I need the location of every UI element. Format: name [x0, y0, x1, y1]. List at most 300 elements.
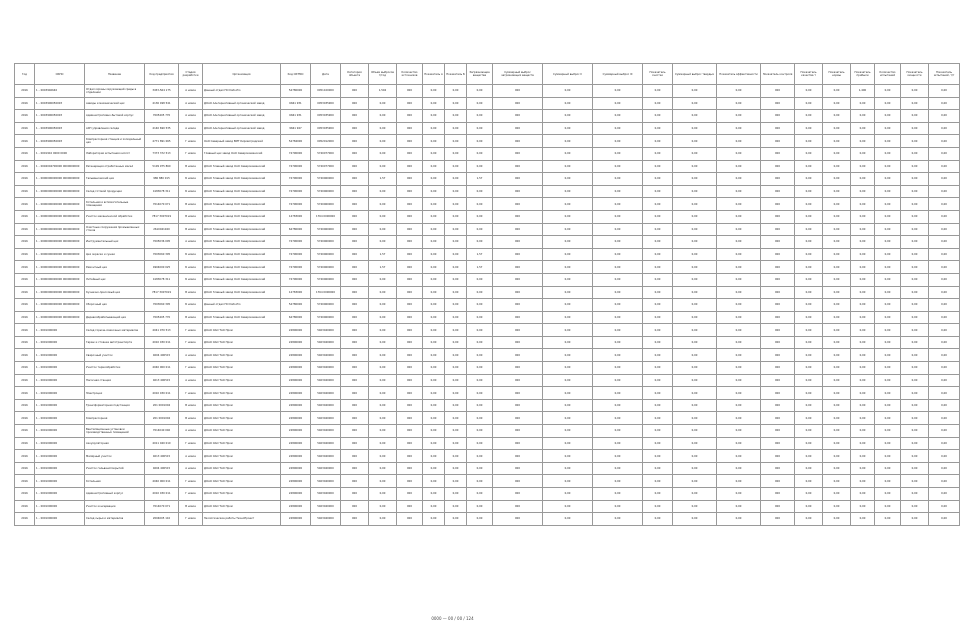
- table-cell: 5740060000: [311, 261, 341, 274]
- table-cell: 000: [761, 122, 795, 135]
- table-cell: 0,00: [445, 387, 467, 400]
- table-cell: 980 880 015: [145, 173, 179, 186]
- table-cell: 0,00: [593, 210, 643, 223]
- table-cell: 0051100000: [311, 85, 341, 98]
- table-cell: 000: [493, 336, 543, 349]
- table-cell: Кузнечно-прессовый цех: [85, 286, 145, 299]
- table-cell: 0,00: [717, 299, 761, 312]
- table-row: [15, 475, 960, 488]
- table-cell: 000: [493, 110, 543, 123]
- table-cell: 0,00: [673, 223, 717, 236]
- table-cell: 0,00: [423, 437, 445, 450]
- table-cell: 0,00: [901, 412, 929, 425]
- table-cell: 2016: [15, 450, 35, 463]
- table-cell: 6661 931: [281, 110, 311, 123]
- table-cell: 0,00: [795, 462, 823, 475]
- column-header: Суммарный выброс загрязняющих веществ: [493, 64, 543, 85]
- table-cell: Отдел охраны окружающей среды в отделении: [85, 85, 145, 98]
- table-cell: 4904000 025: [145, 261, 179, 274]
- table-cell: 0,00: [875, 122, 901, 135]
- table-cell: 4183078 311: [145, 273, 179, 286]
- table-cell: 000: [493, 349, 543, 362]
- table-cell: 5403040000: [311, 513, 341, 526]
- table-cell: 0,00: [369, 122, 397, 135]
- table-cell: 5403040000: [311, 425, 341, 438]
- table-cell: 0,00: [543, 462, 593, 475]
- table-cell: 0,00: [593, 110, 643, 123]
- table-cell: 74790000: [281, 198, 311, 211]
- table-cell: 1,57: [369, 261, 397, 274]
- emissions-table: [14, 63, 960, 526]
- table-cell: 0,00: [875, 185, 901, 198]
- table-cell: 0,00: [643, 273, 673, 286]
- table-cell: 64780000: [281, 311, 311, 324]
- table-cell: 1764 0000000: [311, 210, 341, 223]
- table-cell: 0,00: [369, 425, 397, 438]
- column-header: Организация: [203, 64, 281, 85]
- table-cell: ДОАО ОАО ТАО Пром: [203, 387, 281, 400]
- table-cell: 1,57: [369, 173, 397, 186]
- table-cell: 2016: [15, 236, 35, 249]
- table-cell: 0,00: [369, 97, 397, 110]
- table-cell: 0,00: [593, 362, 643, 375]
- table-cell: 0,00: [543, 97, 593, 110]
- table-cell: 0,00: [445, 488, 467, 501]
- table-cell: 0,00: [467, 336, 493, 349]
- table-cell: Участок механической обработки: [85, 210, 145, 223]
- table-cell: 0,00: [643, 198, 673, 211]
- table-cell: 000: [493, 324, 543, 337]
- table-cell: Котельная и вспомогательные помещения: [85, 198, 145, 211]
- table-cell: 2016: [15, 324, 35, 337]
- table-cell: 4010 030 011: [145, 488, 179, 501]
- table-cell: 0,00: [823, 110, 851, 123]
- column-header: Показатель мощности: [901, 64, 929, 85]
- table-cell: 0,00: [369, 399, 397, 412]
- table-cell: 0,00: [445, 273, 467, 286]
- column-header: ОКПО: [35, 64, 85, 85]
- table-cell: 0,00: [643, 399, 673, 412]
- table-cell: 000: [397, 450, 423, 463]
- table-cell: 000: [761, 97, 795, 110]
- table-cell: 000: [397, 236, 423, 249]
- table-cell: 2016: [15, 160, 35, 173]
- table-cell: 0,00: [445, 349, 467, 362]
- table-cell: АХП управления склада: [85, 122, 145, 135]
- table-cell: 7005405 770: [145, 110, 179, 123]
- table-cell: 000: [341, 173, 369, 186]
- table-cell: 0,00: [851, 97, 875, 110]
- table-cell: ДОАО Главный завод ОАО Северокаменский: [203, 160, 281, 173]
- table-cell: 0,00: [717, 349, 761, 362]
- table-cell: 0,00: [717, 210, 761, 223]
- table-cell: 0,00: [593, 286, 643, 299]
- table-cell: 000: [341, 273, 369, 286]
- table-cell: ДОАО Главный завод ОАО Северокаменский: [203, 173, 281, 186]
- table-cell: 0,00: [543, 311, 593, 324]
- table-cell: 0,00: [673, 412, 717, 425]
- table-cell: 0,00: [875, 475, 901, 488]
- table-cell: 2016: [15, 488, 35, 501]
- table-cell: 0,00: [717, 399, 761, 412]
- table-cell: 0,00: [717, 261, 761, 274]
- table-cell: 1 – 0000000000000 0000000000: [35, 210, 85, 223]
- table-cell: 0,00: [851, 110, 875, 123]
- table-cell: 0,00: [593, 425, 643, 438]
- table-cell: 0,00: [543, 147, 593, 160]
- table-cell: 000: [761, 147, 795, 160]
- table-cell: 0,00: [643, 412, 673, 425]
- table-cell: 0,00: [423, 349, 445, 362]
- table-cell: 0,00: [795, 160, 823, 173]
- table-cell: 0,00: [717, 475, 761, 488]
- table-cell: 0,00: [423, 135, 445, 148]
- table-cell: 0,00: [875, 374, 901, 387]
- table-cell: 24800000: [281, 387, 311, 400]
- table-cell: 000: [493, 122, 543, 135]
- table-cell: 0,00: [673, 147, 717, 160]
- table-cell: 000: [341, 185, 369, 198]
- table-cell: 0,00: [875, 488, 901, 501]
- table-cell: 0,00: [643, 135, 673, 148]
- table-cell: ДОАО Главный завод ОАО Северокаменский: [203, 273, 281, 286]
- table-cell: 4013 400515: [145, 450, 179, 463]
- table-cell: 0,00: [543, 299, 593, 312]
- table-cell: 0,00: [593, 198, 643, 211]
- table-cell: 0,00: [795, 85, 823, 98]
- table-cell: 0,00: [929, 462, 960, 475]
- table-row: [15, 311, 960, 324]
- table-cell: 0,00: [643, 387, 673, 400]
- table-cell: 0,00: [445, 261, 467, 274]
- table-cell: В новое: [179, 412, 203, 425]
- table-cell: 0,00: [851, 374, 875, 387]
- table-cell: 0,00: [875, 160, 901, 173]
- table-cell: 000: [493, 261, 543, 274]
- table-cell: 0,00: [929, 248, 960, 261]
- table-cell: 1 – 0001000000: [35, 412, 85, 425]
- table-cell: 0,00: [643, 513, 673, 526]
- table-cell: 0,00: [901, 475, 929, 488]
- table-cell: 000: [761, 437, 795, 450]
- table-cell: 0,00: [543, 85, 593, 98]
- table-cell: 0,00: [673, 135, 717, 148]
- table-cell: ДОАО Главный завод ОАО Северокаменский: [203, 198, 281, 211]
- table-cell: 0,00: [875, 399, 901, 412]
- table-cell: 0,00: [543, 374, 593, 387]
- table-cell: 1 – 0000000000000 0000000000: [35, 286, 85, 299]
- table-cell: 0,00: [673, 500, 717, 513]
- table-cell: 0,00: [823, 500, 851, 513]
- table-cell: 0,00: [423, 462, 445, 475]
- table-cell: 5109 975 860: [145, 160, 179, 173]
- table-cell: 000: [341, 437, 369, 450]
- table-cell: 000: [341, 223, 369, 236]
- table-cell: 000: [761, 425, 795, 438]
- column-header: Показатель А: [423, 64, 445, 85]
- table-cell: 0,00: [929, 210, 960, 223]
- table-cell: 0,00: [851, 248, 875, 261]
- table-cell: 0,00: [929, 273, 960, 286]
- table-cell: 7005036 005: [145, 236, 179, 249]
- table-cell: 0,00: [467, 210, 493, 223]
- table-cell: 2016: [15, 85, 35, 98]
- table-cell: 1 – 0001000000: [35, 450, 85, 463]
- table-cell: 0,00: [673, 97, 717, 110]
- table-cell: 0,00: [423, 425, 445, 438]
- table-cell: 5403040000: [311, 488, 341, 501]
- table-cell: 0,00: [851, 437, 875, 450]
- table-cell: 0,00: [929, 324, 960, 337]
- table-row: [15, 185, 960, 198]
- table-cell: 0,00: [593, 462, 643, 475]
- table-cell: 000: [397, 311, 423, 324]
- table-cell: 000: [761, 462, 795, 475]
- table-cell: 6661 931: [281, 97, 311, 110]
- table-cell: 0,00: [445, 374, 467, 387]
- table-cell: Б новое: [179, 273, 203, 286]
- table-row: [15, 160, 960, 173]
- table-cell: 0,00: [875, 135, 901, 148]
- table-cell: 64780000: [281, 223, 311, 236]
- table-cell: 0053035900: [311, 122, 341, 135]
- table-cell: 2016: [15, 97, 35, 110]
- table-header: [15, 64, 960, 85]
- table-cell: 0,00: [467, 97, 493, 110]
- table-row: [15, 450, 960, 463]
- table-cell: 0,00: [717, 374, 761, 387]
- table-cell: 2016: [15, 387, 35, 400]
- table-cell: 0,00: [875, 362, 901, 375]
- table-cell: А новое: [179, 85, 203, 98]
- table-cell: ДОАО Главный завод ОАО Северокаменский: [203, 236, 281, 249]
- table-cell: 0,00: [823, 198, 851, 211]
- table-cell: 000: [341, 261, 369, 274]
- table-cell: 0,00: [643, 160, 673, 173]
- table-cell: 1 – 0001000000: [35, 324, 85, 337]
- table-cell: ДОАО Главный завод ОАО Северокаменский: [203, 210, 281, 223]
- table-cell: 0,00: [445, 85, 467, 98]
- table-cell: 000: [397, 97, 423, 110]
- table-cell: 5740077000: [311, 147, 341, 160]
- table-cell: 0,00: [901, 85, 929, 98]
- table-row: [15, 261, 960, 274]
- table-cell: 0,00: [875, 173, 901, 186]
- table-cell: Г новое: [179, 324, 203, 337]
- table-cell: 0,00: [423, 286, 445, 299]
- table-cell: Гараж и стоянка автотранспорта: [85, 336, 145, 349]
- table-cell: 000: [341, 500, 369, 513]
- table-cell: Участок гальванопокрытий: [85, 462, 145, 475]
- table-cell: 5403040000: [311, 412, 341, 425]
- table-cell: 0,00: [423, 97, 445, 110]
- table-cell: 0,00: [875, 500, 901, 513]
- table-cell: 0,00: [593, 273, 643, 286]
- table-cell: 1,504: [369, 85, 397, 98]
- table-cell: 000: [761, 299, 795, 312]
- table-cell: 0,00: [929, 349, 960, 362]
- table-cell: 000: [341, 85, 369, 98]
- table-cell: Административно-бытовой корпус: [85, 110, 145, 123]
- table-row: [15, 324, 960, 337]
- column-header: Показатель очистки: [643, 64, 673, 85]
- table-cell: 7817 3007019: [145, 210, 179, 223]
- table-cell: 000: [397, 362, 423, 375]
- table-cell: 0,00: [543, 122, 593, 135]
- table-cell: 0,00: [717, 324, 761, 337]
- table-cell: 0,00: [851, 173, 875, 186]
- table-cell: 0,00: [717, 135, 761, 148]
- table-cell: ДОАО ОАО ТАО Пром: [203, 475, 281, 488]
- table-cell: 2016: [15, 475, 35, 488]
- table-cell: 0,00: [717, 173, 761, 186]
- table-cell: 0,00: [717, 273, 761, 286]
- table-cell: 1 – 0000000000000 0000000000: [35, 173, 85, 186]
- table-cell: Компрессорная станция и холодильный цех: [85, 135, 145, 148]
- table-cell: 0,00: [593, 500, 643, 513]
- table-cell: 5403040000: [311, 450, 341, 463]
- table-cell: 0,00: [795, 362, 823, 375]
- table-cell: 0,00: [467, 299, 493, 312]
- table-cell: 000: [493, 97, 543, 110]
- table-cell: 1 – 0000000000000 0000000000: [35, 185, 85, 198]
- table-cell: 0,00: [643, 437, 673, 450]
- table-cell: 1 – 0000000000000 0000000000: [35, 248, 85, 261]
- table-cell: 0,00: [795, 336, 823, 349]
- table-cell: 2016: [15, 210, 35, 223]
- table-cell: 0,00: [823, 374, 851, 387]
- table-cell: 0,00: [823, 513, 851, 526]
- table-cell: Электроцех: [85, 387, 145, 400]
- table-cell: 1 – 0001000000: [35, 362, 85, 375]
- table-cell: 0,00: [901, 324, 929, 337]
- table-cell: 0,00: [543, 273, 593, 286]
- table-cell: А новое: [179, 110, 203, 123]
- table-row: [15, 399, 960, 412]
- table-cell: 0,00: [467, 450, 493, 463]
- table-cell: 5403040000: [311, 462, 341, 475]
- table-cell: 0,00: [423, 223, 445, 236]
- table-cell: 5403040000: [311, 475, 341, 488]
- table-cell: 0,00: [717, 462, 761, 475]
- table-cell: В новое: [179, 399, 203, 412]
- table-cell: 0,00: [875, 273, 901, 286]
- table-cell: 2016: [15, 110, 35, 123]
- table-cell: 0,00: [717, 311, 761, 324]
- table-cell: 24800000: [281, 488, 311, 501]
- table-cell: 0,00: [851, 387, 875, 400]
- table-cell: 0,00: [717, 248, 761, 261]
- table-cell: Аккумуляторная: [85, 437, 145, 450]
- table-cell: 2016: [15, 336, 35, 349]
- table-cell: 000: [341, 475, 369, 488]
- table-cell: 0,00: [643, 236, 673, 249]
- table-cell: 000: [761, 135, 795, 148]
- table-cell: 0,00: [901, 248, 929, 261]
- table-cell: 5403040000: [311, 349, 341, 362]
- table-cell: 0,00: [929, 374, 960, 387]
- table-cell: 4010 030 011: [145, 387, 179, 400]
- table-cell: 000: [493, 475, 543, 488]
- table-cell: 0,00: [875, 147, 901, 160]
- table-cell: В новое: [179, 286, 203, 299]
- table-cell: 0,00: [445, 236, 467, 249]
- table-cell: 0,00: [445, 286, 467, 299]
- table-cell: 0,00: [795, 425, 823, 438]
- table-cell: ДОАО Главный завод ОАО Северокаменский: [203, 223, 281, 236]
- table-cell: 0,00: [445, 173, 467, 186]
- table-cell: 000: [493, 248, 543, 261]
- table-cell: 0,00: [851, 223, 875, 236]
- table-cell: 0,00: [823, 223, 851, 236]
- table-cell: 0,00: [875, 324, 901, 337]
- table-cell: 5740060000: [311, 273, 341, 286]
- table-cell: 0,00: [823, 412, 851, 425]
- table-cell: 0,00: [423, 122, 445, 135]
- table-cell: 0,00: [901, 210, 929, 223]
- table-cell: 0,00: [543, 185, 593, 198]
- table-cell: 000: [761, 336, 795, 349]
- table-cell: 0,00: [543, 236, 593, 249]
- table-cell: 000: [761, 311, 795, 324]
- table-cell: 0,00: [851, 273, 875, 286]
- table-cell: 0,00: [823, 261, 851, 274]
- table-row: [15, 85, 960, 98]
- table-cell: 1 – 0001000000: [35, 500, 85, 513]
- table-cell: 7014070 071: [145, 500, 179, 513]
- table-cell: 0,00: [717, 336, 761, 349]
- table-cell: 0,00: [445, 500, 467, 513]
- table-cell: 000: [493, 488, 543, 501]
- table-cell: 3453-564 175: [145, 85, 179, 98]
- table-cell: 0,00: [929, 311, 960, 324]
- table-cell: 000: [341, 374, 369, 387]
- table-cell: 0,00: [851, 147, 875, 160]
- table-cell: 000: [493, 198, 543, 211]
- table-cell: 5403040000: [311, 387, 341, 400]
- table-cell: 0,00: [851, 261, 875, 274]
- table-cell: 0,00: [673, 311, 717, 324]
- table-cell: 0,00: [901, 286, 929, 299]
- table-row: [15, 273, 960, 286]
- table-cell: Ремонтный цех: [85, 261, 145, 274]
- table-cell: 1 – 0003900050003: [35, 110, 85, 123]
- table-cell: 4041 070 513: [145, 324, 179, 337]
- table-cell: А новое: [179, 236, 203, 249]
- table-cell: 0,00: [901, 437, 929, 450]
- table-cell: 1 – 0000000000000 0000000000: [35, 261, 85, 274]
- table-cell: 0,00: [929, 475, 960, 488]
- table-cell: 0,00: [643, 173, 673, 186]
- table-cell: 7003060 305: [145, 299, 179, 312]
- table-cell: Участок консервации: [85, 500, 145, 513]
- table-row: [15, 336, 960, 349]
- table-cell: 0,00: [823, 299, 851, 312]
- table-cell: Гальванический цех: [85, 173, 145, 186]
- table-cell: 000: [761, 261, 795, 274]
- table-cell: 0,00: [673, 349, 717, 362]
- table-cell: 0,00: [369, 210, 397, 223]
- table-cell: 0,00: [929, 336, 960, 349]
- table-row: [15, 223, 960, 236]
- column-header: Код предприятия: [145, 64, 179, 85]
- table-cell: 0,00: [643, 336, 673, 349]
- table-cell: 5403040000: [311, 374, 341, 387]
- column-header: Суммарный выброс II: [543, 64, 593, 85]
- table-cell: 0,00: [369, 462, 397, 475]
- table-cell: 4013 400515: [145, 374, 179, 387]
- table-cell: 0,00: [467, 324, 493, 337]
